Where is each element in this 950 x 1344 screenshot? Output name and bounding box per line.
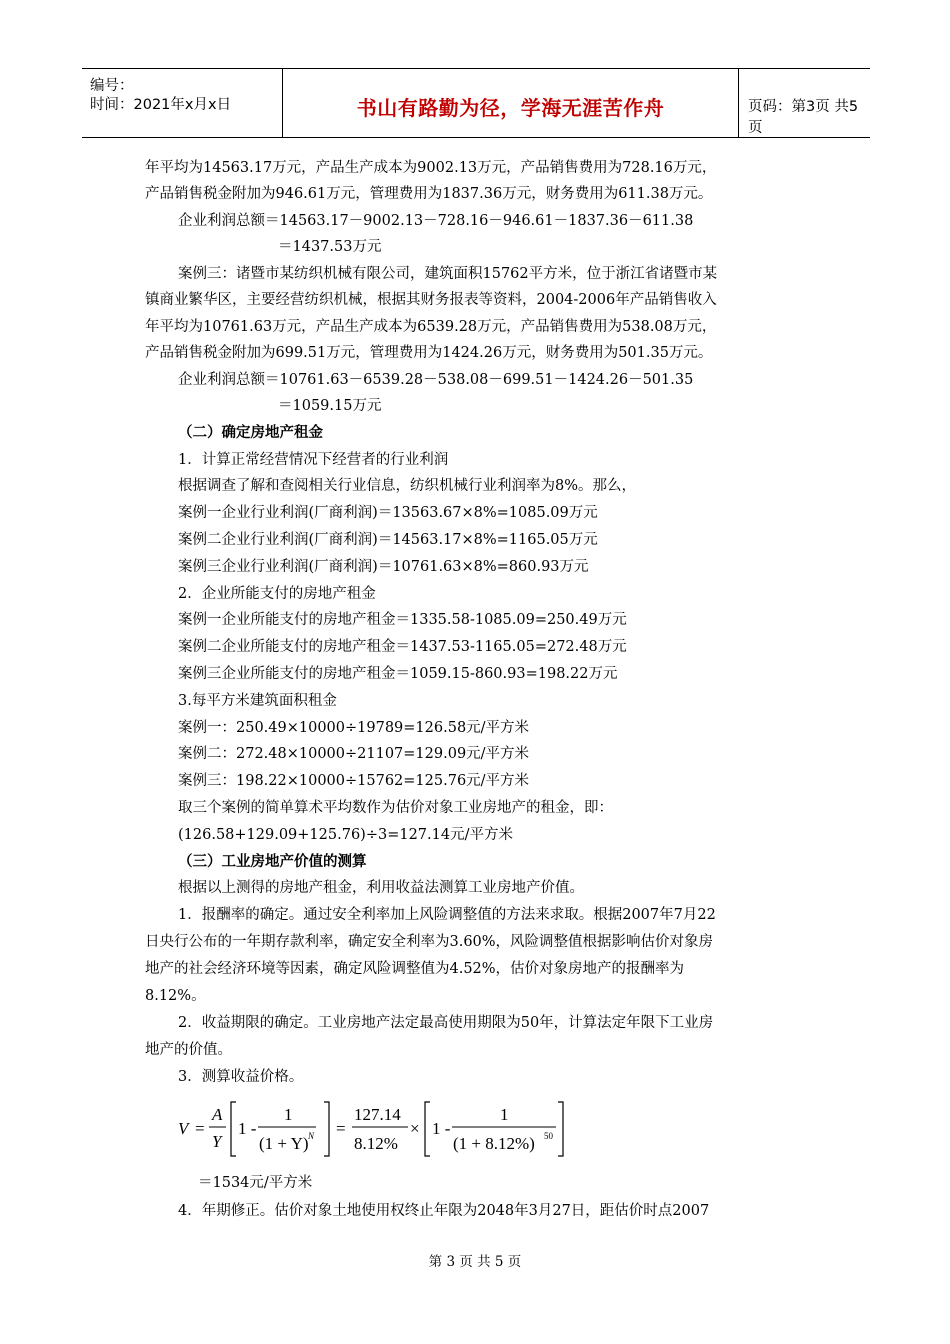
body-line: 案例一企业行业利润(厂商利润)＝13563.67×8%=1085.09万元 bbox=[178, 505, 598, 521]
body-line: 4．年期修正。估价对象土地使用权终止年限为2048年3月27日，距估价时点2007 bbox=[178, 1203, 710, 1219]
body-line: 案例三：诸暨市某纺织机械有限公司，建筑面积15762平方米，位于浙江省诸暨市某 bbox=[178, 266, 718, 282]
body-line: 1．计算正常经营情况下经营者的行业利润 bbox=[178, 452, 449, 468]
profit-result-line: ＝1059.15万元 bbox=[278, 398, 382, 414]
formula-eq2: = bbox=[336, 1119, 346, 1138]
profit-formula-line: 企业利润总额＝10761.63－6539.28－538.08－699.51－1424.26－501.35 bbox=[178, 372, 694, 388]
body-line: 案例三企业行业利润(厂商利润)＝10761.63×8%=860.93万元 bbox=[178, 559, 589, 575]
bracket-close bbox=[324, 1102, 329, 1156]
formula-one-minus-2: 1 - bbox=[432, 1119, 451, 1138]
section-heading: （二）确定房地产租金 bbox=[178, 425, 323, 441]
body-line: 年平均为14563.17万元，产品生产成本为9002.13万元，产品销售费用为728.16万元， bbox=[145, 160, 717, 176]
body-line: 3.每平方米建筑面积租金 bbox=[178, 693, 337, 709]
formula-value: 127.14 bbox=[354, 1105, 401, 1124]
body-line: 3．测算收益价格。 bbox=[178, 1069, 304, 1085]
serial-label: 编号： bbox=[90, 78, 134, 94]
formula-exp-n: N bbox=[308, 1131, 315, 1141]
footer-page-number: 第 3 页 共 5 页 bbox=[428, 1254, 522, 1270]
body-line: 取三个案例的简单算术平均数作为估价对象工业房地产的租金，即： bbox=[178, 800, 613, 816]
formula-exp-50: 50 bbox=[544, 1131, 553, 1141]
formula-v: V bbox=[178, 1119, 189, 1138]
body-line: 2．企业所能支付的房地产租金 bbox=[178, 586, 376, 602]
body-line: 案例二企业所能支付的房地产租金＝1437.53-1165.05=272.48万元 bbox=[178, 639, 627, 655]
formula-eq: = bbox=[195, 1119, 205, 1138]
formula-result-line: ＝1534元/平方米 bbox=[198, 1175, 313, 1191]
body-line: 案例一企业所能支付的房地产租金＝1335.58-1085.09=250.49万元 bbox=[178, 612, 627, 628]
page-footer bbox=[0, 1250, 950, 1270]
profit-result-line: ＝1437.53万元 bbox=[278, 239, 382, 255]
body-line: 产品销售税金附加为946.61万元，管理费用为1837.36万元，财务费用为611.38万元。 bbox=[145, 186, 713, 202]
date-line: 时间：2021年x月x日 bbox=[90, 97, 232, 113]
body-line: 年平均为10761.63万元，产品生产成本为6539.28万元，产品销售费用为538.08万元， bbox=[145, 319, 717, 335]
body-line: 2．收益期限的确定。工业房地产法定最高使用期限为50年，计算法定年限下工业房 bbox=[178, 1015, 714, 1031]
income-capitalization-formula bbox=[176, 1096, 576, 1162]
body-line: 案例三企业所能支付的房地产租金＝1059.15-860.93=198.22万元 bbox=[178, 666, 618, 682]
profit-formula-line: 企业利润总额＝14563.17－9002.13－728.16－946.61－1837.36－611.38 bbox=[178, 213, 694, 229]
page-header bbox=[82, 68, 870, 138]
body-line: 产品销售税金附加为699.51万元，管理费用为1424.26万元，财务费用为501.35万元。 bbox=[145, 345, 713, 361]
formula-den-right: (1 + 8.12%) bbox=[453, 1134, 535, 1153]
body-line: 根据调查了解和查阅相关行业信息，纺织机械行业利润率为8%。那么， bbox=[178, 478, 637, 494]
body-line: 根据以上测得的房地产租金，利用收益法测算工业房地产价值。 bbox=[178, 880, 584, 896]
formula-one-minus: 1 - bbox=[238, 1119, 257, 1138]
body-line: 镇商业繁华区，主要经营纺织机械，根据其财务报表等资料，2004-2006年产品销售收入 bbox=[145, 292, 717, 308]
body-line: 案例二：272.48×10000÷21107=129.09元/平方米 bbox=[178, 746, 530, 762]
header-motto-cell bbox=[282, 69, 739, 137]
body-line: 1．报酬率的确定。通过安全利率加上风险调整值的方法来求取。根据2007年7月22 bbox=[178, 907, 716, 923]
formula-den-left: (1 + Y) bbox=[259, 1134, 309, 1153]
body-line: 案例一：250.49×10000÷19789=126.58元/平方米 bbox=[178, 720, 530, 736]
page-info: 页码：第3页 共5页 bbox=[748, 99, 859, 136]
section-heading: （三）工业房地产价值的测算 bbox=[178, 854, 367, 870]
body-line: 8.12%。 bbox=[145, 988, 206, 1004]
body-line: 案例三：198.22×10000÷15762=125.76元/平方米 bbox=[178, 773, 530, 789]
body-line: 地产的价值。 bbox=[145, 1042, 232, 1058]
bracket-open bbox=[425, 1102, 430, 1156]
formula-one: 1 bbox=[284, 1105, 293, 1124]
formula-y: Y bbox=[212, 1132, 222, 1151]
body-line: 案例二企业行业利润(厂商利润)＝14563.17×8%=1165.05万元 bbox=[178, 532, 598, 548]
formula-times: × bbox=[410, 1119, 420, 1138]
bracket-close bbox=[558, 1102, 563, 1156]
formula-rate: 8.12% bbox=[354, 1134, 398, 1153]
bracket-open bbox=[231, 1102, 236, 1156]
body-line: 日央行公布的一年期存款利率，确定安全利率为3.60%，风险调整值根据影响估价对象房 bbox=[145, 934, 714, 950]
body-line: (126.58+129.09+125.76)÷3=127.14元/平方米 bbox=[178, 827, 513, 843]
formula-a: A bbox=[212, 1105, 223, 1124]
header-page-cell bbox=[738, 69, 870, 137]
formula-one-2: 1 bbox=[500, 1105, 509, 1124]
header-meta-cell bbox=[82, 69, 282, 137]
motto: 书山有路勤为径，学海无涯苦作舟 bbox=[356, 96, 665, 120]
body-line: 地产的社会经济环境等因素，确定风险调整值为4.52%，估价对象房地产的报酬率为 bbox=[145, 961, 685, 977]
